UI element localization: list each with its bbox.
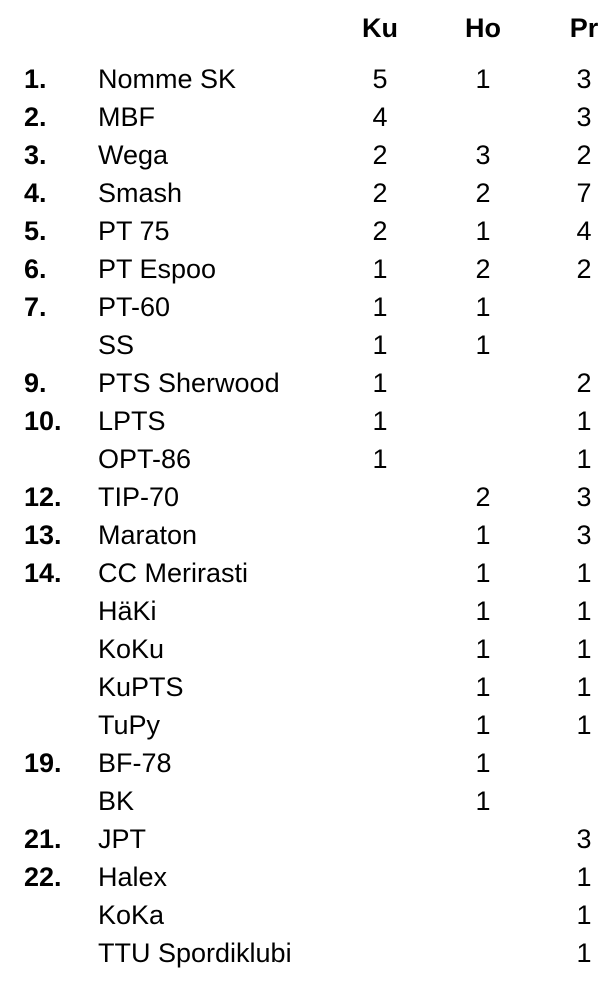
club-name: KuPTS (98, 672, 184, 702)
rank-cell: 3. (24, 140, 47, 170)
table-row (0, 250, 608, 288)
ho-count: 2 (475, 254, 491, 284)
header-row (0, 0, 608, 60)
rank-cell: 13. (24, 520, 62, 550)
ho-count: 1 (475, 710, 491, 740)
club-name: Smash (98, 178, 183, 208)
ho-count: 1 (475, 520, 491, 550)
pr-count: 2 (576, 368, 592, 398)
ku-count: 1 (372, 406, 388, 436)
club-name: Nomme SK (98, 64, 237, 94)
table-row (0, 592, 608, 630)
pr-count: 2 (576, 254, 592, 284)
club-name: LPTS (98, 406, 166, 436)
ku-count: 4 (372, 102, 388, 132)
club-name: Halex (98, 862, 168, 892)
rank-cell: 19. (24, 748, 62, 778)
pr-count: 2 (576, 140, 592, 170)
club-name: OPT-86 (98, 444, 192, 474)
pr-count: 3 (576, 102, 592, 132)
club-name: PTS Sherwood (98, 368, 280, 398)
rank-cell: 14. (24, 558, 62, 588)
pr-count: 3 (576, 64, 592, 94)
table-row (0, 744, 608, 782)
club-name: JPT (98, 824, 147, 854)
pr-count: 1 (576, 862, 592, 892)
table-row (0, 516, 608, 554)
table-row (0, 326, 608, 364)
club-name: MBF (98, 102, 155, 132)
club-name: PT-60 (98, 292, 171, 322)
table-row (0, 402, 608, 440)
table-row (0, 478, 608, 516)
club-name: PT Espoo (98, 254, 217, 284)
table-row (0, 98, 608, 136)
ku-count: 1 (372, 292, 388, 322)
pr-count: 3 (576, 520, 592, 550)
rank-cell: 1. (24, 64, 47, 94)
ho-count: 3 (475, 140, 491, 170)
table-row (0, 440, 608, 478)
club-name: CC Merirasti (98, 558, 249, 588)
ho-count: 2 (475, 178, 491, 208)
club-name: BF-78 (98, 748, 172, 778)
pr-count: 1 (576, 710, 592, 740)
pr-count: 3 (576, 824, 592, 854)
ku-count: 2 (372, 140, 388, 170)
pr-count: 1 (576, 444, 592, 474)
club-name: Maraton (98, 520, 198, 550)
table-row (0, 630, 608, 668)
rank-cell: 6. (24, 254, 47, 284)
pr-count: 1 (576, 558, 592, 588)
club-name: TuPy (98, 710, 161, 740)
table-row (0, 60, 608, 98)
club-name: KoKa (98, 900, 165, 930)
pr-count: 1 (576, 938, 592, 968)
header-pr: Pr (569, 13, 599, 43)
table-row (0, 174, 608, 212)
header-ku: Ku (362, 13, 398, 43)
ho-count: 1 (475, 64, 491, 94)
club-name: TTU Spordiklubi (98, 938, 292, 968)
ku-count: 1 (372, 254, 388, 284)
rank-cell: 21. (24, 824, 62, 854)
rank-cell: 7. (24, 292, 47, 322)
ku-count: 1 (372, 444, 388, 474)
ku-count: 5 (372, 64, 388, 94)
rank-cell: 22. (24, 862, 62, 892)
header-ho: Ho (465, 13, 501, 43)
table-row (0, 668, 608, 706)
ho-count: 1 (475, 786, 491, 816)
ho-count: 1 (475, 748, 491, 778)
rank-cell: 4. (24, 178, 47, 208)
ho-count: 1 (475, 558, 491, 588)
ho-count: 2 (475, 482, 491, 512)
table-row (0, 212, 608, 250)
table-row (0, 288, 608, 326)
table-row (0, 364, 608, 402)
table-row (0, 934, 608, 972)
ku-count: 1 (372, 330, 388, 360)
table-row (0, 136, 608, 174)
pr-count: 1 (576, 900, 592, 930)
club-name: SS (98, 330, 135, 360)
pr-count: 4 (576, 216, 592, 246)
ku-count: 2 (372, 216, 388, 246)
club-name: BK (98, 786, 135, 816)
club-name: TIP-70 (98, 482, 180, 512)
ku-count: 1 (372, 368, 388, 398)
ho-count: 1 (475, 216, 491, 246)
ku-count: 2 (372, 178, 388, 208)
pr-count: 7 (576, 178, 592, 208)
rank-cell: 2. (24, 102, 47, 132)
rank-cell: 10. (24, 406, 62, 436)
table-row (0, 820, 608, 858)
club-name: HäKi (98, 596, 157, 626)
club-name: KoKu (98, 634, 165, 664)
rank-cell: 9. (24, 368, 47, 398)
pr-count: 1 (576, 634, 592, 664)
rank-cell: 12. (24, 482, 62, 512)
pr-count: 1 (576, 672, 592, 702)
ho-count: 1 (475, 672, 491, 702)
table-row (0, 858, 608, 896)
rank-cell: 5. (24, 216, 47, 246)
table-body (0, 60, 608, 972)
ho-count: 1 (475, 292, 491, 322)
ho-count: 1 (475, 330, 491, 360)
table-row (0, 896, 608, 934)
club-name: PT 75 (98, 216, 170, 246)
pr-count: 3 (576, 482, 592, 512)
table-row (0, 706, 608, 744)
ho-count: 1 (475, 634, 491, 664)
pr-count: 1 (576, 406, 592, 436)
ho-count: 1 (475, 596, 491, 626)
table-row (0, 554, 608, 592)
club-name: Wega (98, 140, 169, 170)
table-row (0, 782, 608, 820)
pr-count: 1 (576, 596, 592, 626)
